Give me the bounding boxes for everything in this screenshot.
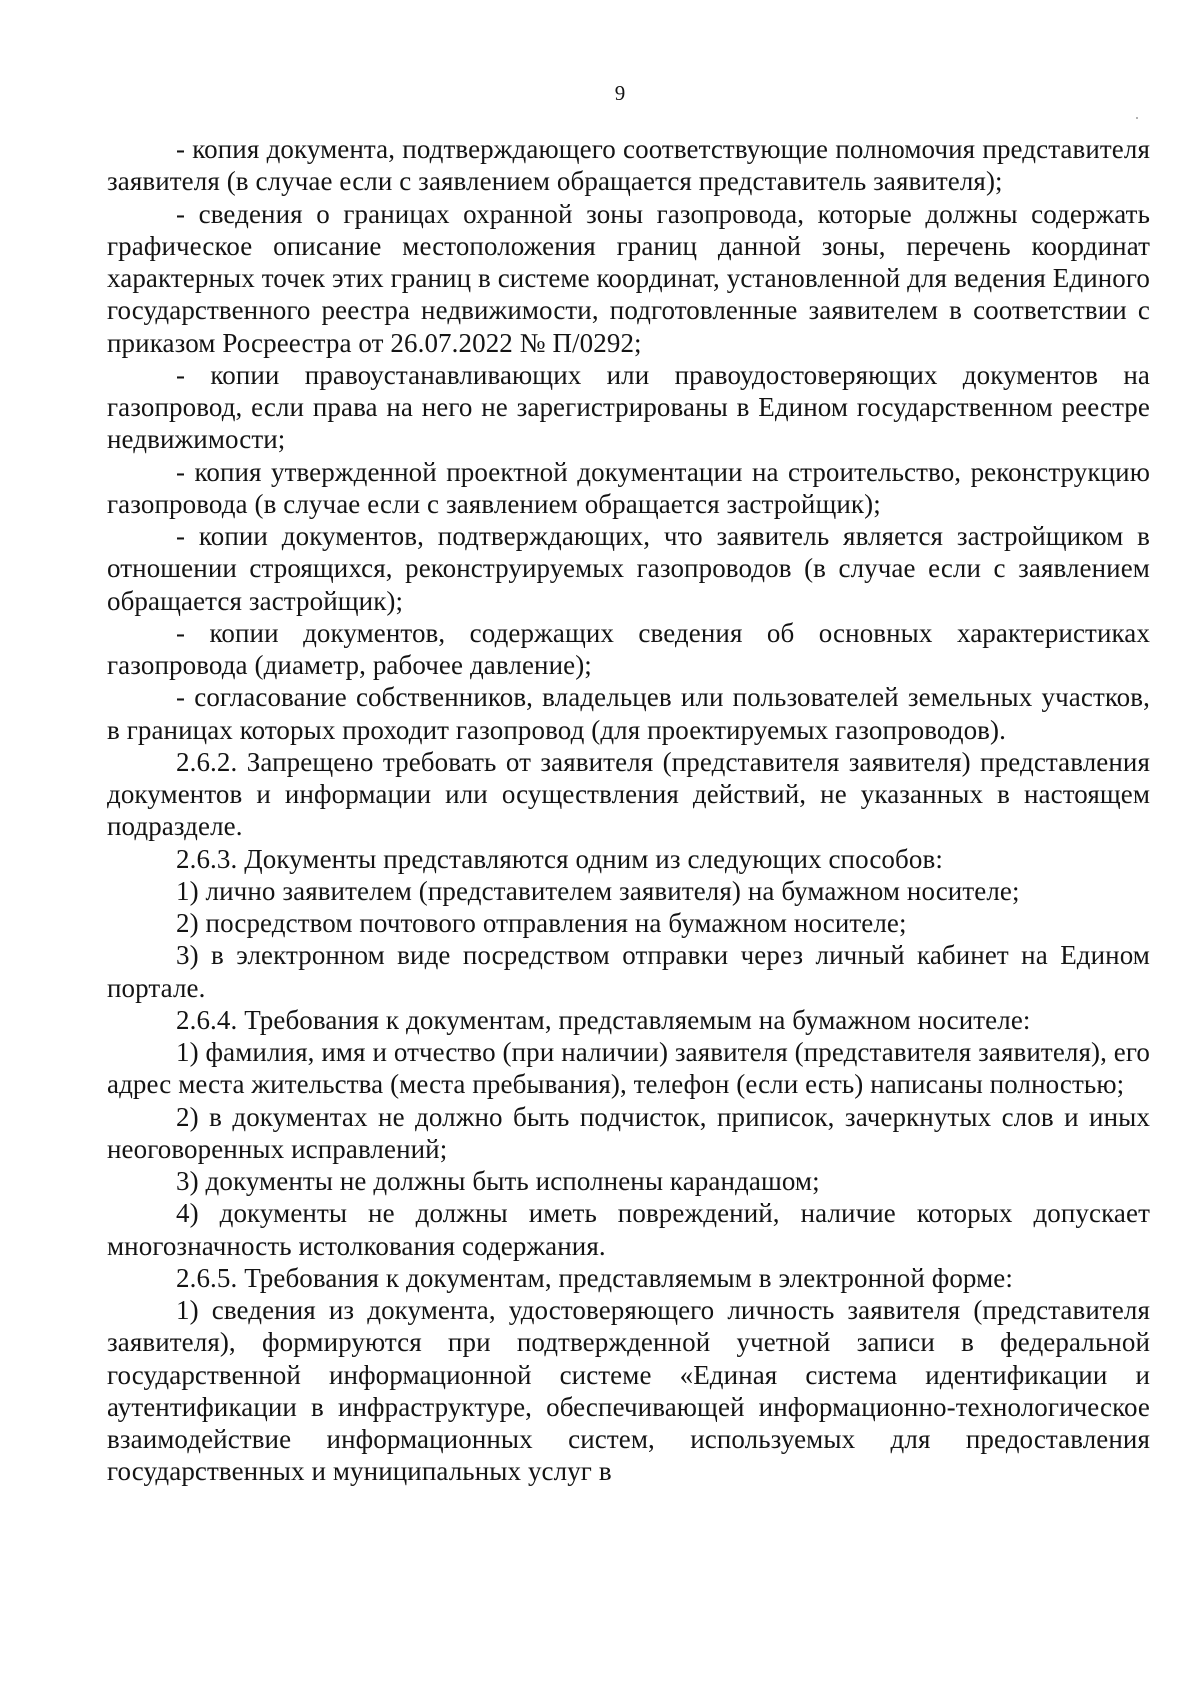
electronic-requirement-1: 1) сведения из документа, удостоверяющего личность заявителя (представителя заявителя), формируются при подтвержденной учетной записи в федеральной государственной информационной системе «Единая система идентификации и аутентификации в инфраструктуре, обеспечивающей информационно-технологическое взаимодействие информационных систем, используемых для предоставления государственных и муниципальных услуг в	[107, 1295, 1150, 1487]
list-item-protection-zone-info: - сведения о границах охранной зоны газопровода, которые должны содержать графическое описание местоположения границ данной зоны, перечень координат характерных точек этих границ в системе координат, установленной для ведения Единого государственного реестра недвижимости, подготовленные заявителем в соответствии с приказом Росреестра от 26.07.2022 № П/0292;	[107, 198, 1150, 358]
clause-2-6-3: 2.6.3. Документы представляются одним из следующих способов:	[176, 843, 943, 874]
list-item-representative-authority: - копия документа, подтверждающего соответствующие полномочия представителя заявителя (в случае если с заявлением обращается представитель заявителя);	[107, 134, 1150, 197]
list-item-developer-documents: - копии документов, подтверждающих, что заявитель является застройщиком в отношении строящихся, реконструируемых газопроводов (в случае если с заявлением обращается застройщик);	[107, 521, 1150, 616]
paper-requirement-2: 2) в документах не должно быть подчисток, приписок, зачеркнутых слов и иных неоговоренных исправлений;	[107, 1101, 1150, 1164]
clause-2-6-5: 2.6.5. Требования к документам, представляемым в электронной форме:	[176, 1262, 1013, 1293]
paper-requirement-4: 4) документы не должны иметь повреждений, наличие которых допускает многозначность истолкования содержания.	[107, 1198, 1150, 1261]
paper-requirement-1: 1) фамилия, имя и отчество (при наличии) заявителя (представителя заявителя), его адрес места жительства (места пребывания), телефон (если есть) написаны полностью;	[107, 1037, 1150, 1100]
clause-2-6-2: 2.6.2. Запрещено требовать от заявителя (представителя заявителя) представления документов и информации или осуществления действий, не указанных в настоящем подразделе.	[107, 746, 1150, 842]
list-item-title-documents: - копии правоустанавливающих или правоудостоверяющих документов на газопровод, если права на него не зарегистрированы в Едином государственном реестре недвижимости;	[107, 359, 1150, 455]
clause-2-6-4: 2.6.4. Требования к документам, представляемым на бумажном носителе:	[176, 1004, 1031, 1035]
submission-method-post: 2) посредством почтового отправления на бумажном носителе;	[176, 908, 907, 938]
page-number: 9	[614, 81, 626, 105]
list-item-project-documentation: - копия утвержденной проектной документации на строительство, реконструкцию газопровода (в случае если с заявлением обращается застройщик);	[107, 456, 1150, 519]
scan-speck	[1136, 117, 1138, 119]
submission-method-portal: 3) в электронном виде посредством отправки через личный кабинет на Едином портале.	[107, 940, 1150, 1003]
submission-method-in-person: 1) лично заявителем (представителем заявителя) на бумажном носителе;	[176, 875, 1020, 906]
paper-requirement-3: 3) документы не должны быть исполнены карандашом;	[176, 1166, 820, 1196]
list-item-landowner-approval: - согласование собственников, владельцев или пользователей земельных участков, в границах которых проходит газопровод (для проектируемых газопроводов).	[107, 682, 1150, 745]
list-item-pipeline-characteristics: - копии документов, содержащих сведения об основных характеристиках газопровода (диаметр, рабочее давление);	[107, 617, 1150, 680]
document-body	[107, 133, 1150, 1488]
